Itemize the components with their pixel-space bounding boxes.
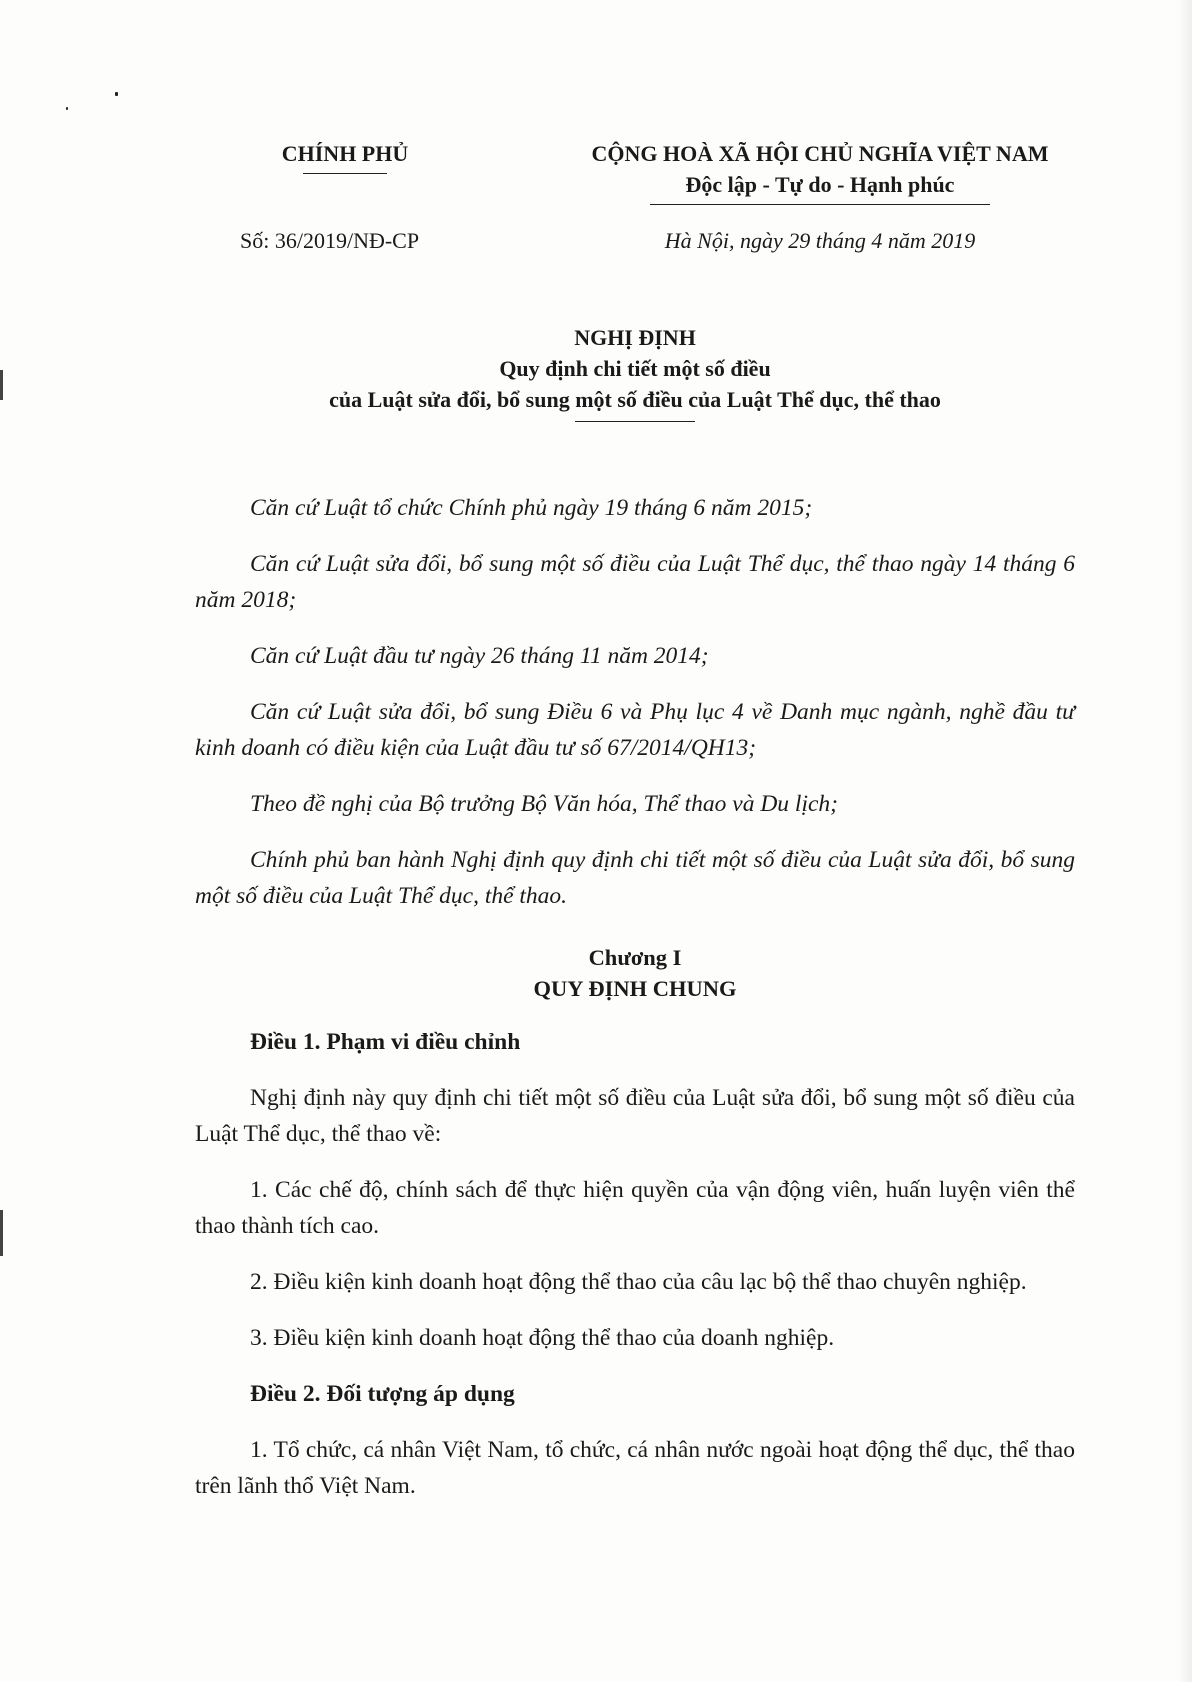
document-title-block — [140, 322, 1130, 422]
article-1-item: 1. Các chế độ, chính sách để thực hiện quyền của vận động viên, huấn luyện viên thể thao thành tích cao. — [195, 1177, 1075, 1239]
document-body — [195, 490, 1075, 1524]
scan-margin-mark — [0, 1210, 3, 1256]
scan-edge-shadow — [1178, 0, 1192, 1682]
article-2-item: 1. Tổ chức, cá nhân Việt Nam, tổ chức, cá nhân nước ngoài hoạt động thể dục, thể thao trên lãnh thổ Việt Nam. — [195, 1437, 1075, 1499]
scan-speck — [115, 92, 118, 96]
document-number: Số: 36/2019/NĐ-CP — [240, 228, 420, 253]
article-2-heading: Điều 2. Đối tượng áp dụng — [250, 1381, 515, 1407]
scan-speck — [66, 107, 68, 110]
preamble-paragraph: Chính phủ ban hành Nghị định quy định chi tiết một số điều của Luật sửa đổi, bổ sung một số điều của Luật Thể dục, thể thao. — [195, 847, 1075, 909]
preamble-paragraph: Căn cứ Luật sửa đổi, bổ sung Điều 6 và Phụ lục 4 về Danh mục ngành, nghề đầu tư kinh doanh có điều kiện của Luật đầu tư số 67/2014/QH13; — [195, 699, 1075, 761]
preamble-paragraph: Căn cứ Luật sửa đổi, bổ sung một số điều của Luật Thể dục, thể thao ngày 14 tháng 6 năm 2018; — [195, 551, 1075, 613]
article-1-intro: Nghị định này quy định chi tiết một số điều của Luật sửa đổi, bổ sung một số điều của Luật Thể dục, thể thao về: — [195, 1085, 1075, 1147]
chapter-number: Chương I — [588, 945, 682, 970]
national-motto: Độc lập - Tự do - Hạnh phúc — [685, 172, 955, 197]
motto-underline — [650, 204, 990, 205]
chapter-name: QUY ĐỊNH CHUNG — [533, 976, 737, 1001]
issuing-agency-block — [240, 138, 450, 174]
title-line-1: Quy định chi tiết một số điều — [499, 356, 771, 381]
agency-underline — [303, 173, 387, 174]
article-1-item: 3. Điều kiện kinh doanh hoạt động thể thao của doanh nghiệp. — [250, 1325, 835, 1351]
country-name: CỘNG HOÀ XÃ HỘI CHỦ NGHĨA VIỆT NAM — [591, 141, 1049, 166]
document-type: NGHỊ ĐỊNH — [574, 325, 696, 350]
preamble-paragraph: Căn cứ Luật đầu tư ngày 26 tháng 11 năm 2014; — [250, 643, 709, 669]
preamble-paragraph: Theo đề nghị của Bộ trưởng Bộ Văn hóa, Thể thao và Du lịch; — [250, 791, 838, 817]
article-1-item: 2. Điều kiện kinh doanh hoạt động thể thao của câu lạc bộ thể thao chuyên nghiệp. — [250, 1269, 1027, 1295]
title-line-2: của Luật sửa đổi, bổ sung một số điều của Luật Thể dục, thể thao — [329, 387, 941, 412]
issuing-agency: CHÍNH PHỦ — [281, 141, 409, 166]
national-title-block — [535, 138, 1105, 205]
scan-margin-mark — [0, 370, 3, 400]
article-1-heading: Điều 1. Phạm vi điều chỉnh — [250, 1029, 521, 1055]
chapter-heading — [195, 942, 1075, 1004]
preamble-paragraph: Căn cứ Luật tổ chức Chính phủ ngày 19 tháng 6 năm 2015; — [250, 495, 813, 521]
title-underline — [575, 421, 695, 422]
place-and-date: Hà Nội, ngày 29 tháng 4 năm 2019 — [664, 228, 976, 253]
